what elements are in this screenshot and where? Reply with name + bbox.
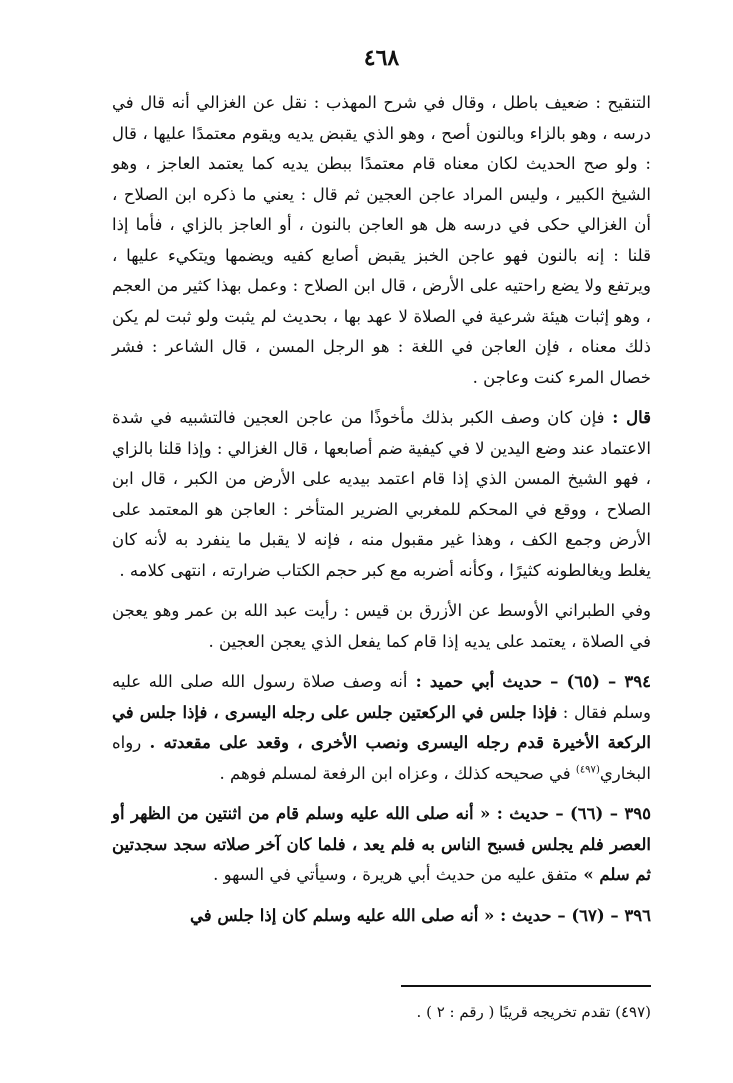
text-run: فإن كان وصف الكبر بذلك مأخوذًا من عاجن العجين فالتشبيه في شدة الاعتماد عند وضع اليدين لا في كيفية ضم أصابعها ، قال الغزالي : وإذا قلنا بالزاي ، فهو الشيخ المسن الذي إذا قام اعتمد بيديه على الأرض من الكبر ، قال ابن الصلاح ، ووقع في المحكم للمغربي الضرير المتأخر : العاجن هو المعتمد على الأرض وجمع الكف ، وهذا غير مقبول منه ، فإنه لا يقبل ما ينفرد به لأنه كان يغلط ويغالطونه كثيرًا ، وكأنه أضربه مع كبر حجم الكتاب ضرارته ، انتهى كلامه .: [112, 408, 651, 580]
bold-text: ٣٩٤ – (٦٥) – حديث أبي حميد :: [407, 672, 651, 691]
page-body: [112, 88, 651, 931]
paragraph: [112, 901, 651, 932]
footnote-separator: [401, 985, 651, 987]
text-run: رواه البخاري: [112, 733, 651, 783]
footnote-ref: (٤٩٧): [575, 764, 600, 775]
text-run: أنه وصف صلاة رسول الله صلى الله عليه وسلم فقال :: [112, 672, 652, 722]
text-run: التنقيح : ضعيف باطل ، وقال في شرح المهذب : نقل عن الغزالي أنه قال في درسه ، وهو بالزاء وبالنون أصح ، وهو الذي يقبض يديه ويقوم معتمدًا عليها ، قال : ولو صح الحديث لكان معناه قام معتمدًا ببطن يديه كما يعتمد العاجز ، وهو الشيخ الكبير ، وليس المراد عاجن العجين ثم قال : يعني ما ذكره ابن الصلاح ، أن الغزالي حكى في درسه هل هو العاجن بالنون ، أو العاجز بالزاي ، فأما إذا قلنا : إنه بالنون فهو عاجن الخبز يقبض أصابع كفيه ويضمها ويتكيء عليها ، ويرتفع ولا يضع راحتيه على الأرض ، قال ابن الصلاح : وعمل بهذا كثير من العجم ، وهو إثبات هيئة شرعية في الصلاة لا عهد بها ، بحديث لم يثبت ولو ثبت لم يكن ذلك معناه ، فإن العاجن في اللغة : هو الرجل المسن ، قال الشاعر : فشر خصال المرء كنت وعاجن .: [112, 93, 651, 387]
bold-text: ٣٩٥ – (٦٦) – حديث : « أنه صلى الله عليه وسلم قام من اثنتين من الظهر أو العصر فلم يجلس فسبح الناس به فلم يعد ، فلما كان آخر صلاته سجد سجدتين ثم سلم »: [112, 804, 651, 884]
footnote: (٤٩٧) تقدم تخريجه قريبًا ( رقم : ٢ ) .: [416, 1003, 651, 1021]
bold-text: ٣٩٦ – (٦٧) – حديث : « أنه صلى الله عليه وسلم كان إذا جلس في: [189, 905, 651, 925]
page-number: ٤٦٨: [363, 45, 400, 71]
bold-text: فإذا جلس في الركعتين جلس على رجله اليسرى ، فإذا جلس في الركعة الأخيرة قدم رجله اليسرى ونصب الأخرى ، وقعد على مقعدته .: [112, 702, 651, 752]
text-run: وفي الطبراني الأوسط عن الأزرق بن قيس : رأيت عبد الله بن عمر وهو يعجن في الصلاة ، يعتمد على يديه إذا قام كما يفعل الذي يعجن العجين .: [112, 601, 651, 651]
paragraph: [112, 403, 651, 586]
paragraph: [112, 799, 651, 891]
bold-text: قال :: [604, 408, 651, 427]
paragraph: [112, 667, 651, 789]
text-run: متفق عليه من حديث أبي هريرة ، وسيأتي في السهو .: [213, 865, 578, 884]
text-run: في صحيحه كذلك ، وعزاه ابن الرفعة لمسلم فوهم .: [219, 763, 576, 783]
paragraph: [112, 88, 651, 393]
paragraph: [112, 596, 651, 657]
